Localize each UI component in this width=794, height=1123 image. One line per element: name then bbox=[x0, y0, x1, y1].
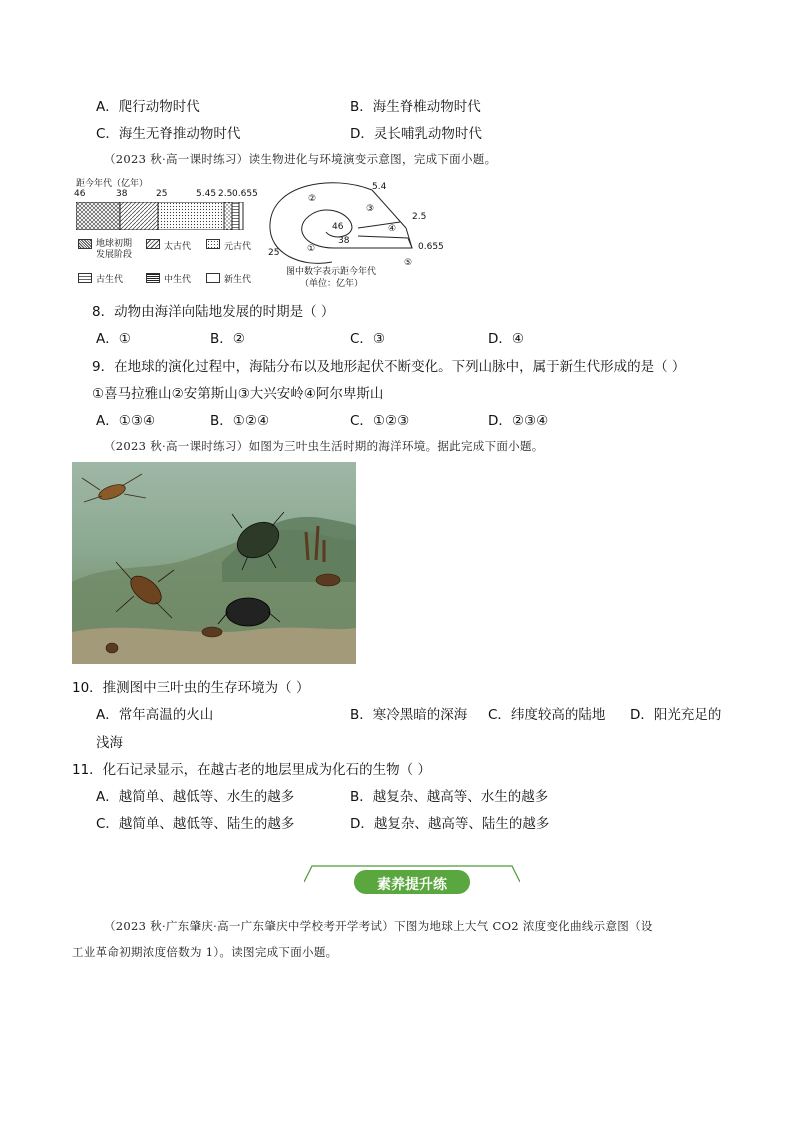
legend-label-paleozoic: 古生代 bbox=[96, 275, 124, 285]
q8-option-a: A．① bbox=[96, 331, 131, 347]
q10-option-a: A．常年高温的火山 bbox=[96, 707, 214, 723]
bar-tick-5-45: 5.45 bbox=[196, 189, 217, 199]
bar-tick-25: 25 bbox=[156, 189, 168, 199]
bar-tick-38: 38 bbox=[116, 189, 128, 199]
banner-text: 素养提升练 bbox=[377, 877, 447, 893]
legend-label-archean: 太古代 bbox=[164, 242, 192, 252]
q11-stem: 11．化石记录显示，在越古老的地层里成为化石的生物（ ） bbox=[72, 762, 431, 778]
bar-segment-mesozoic bbox=[232, 202, 239, 230]
q10-option-d: D．阳光充足的 bbox=[630, 707, 722, 723]
trilobite-sea-illustration bbox=[72, 462, 356, 664]
legend-swatch-cenozoic bbox=[206, 273, 220, 283]
source-intro-3-line-1: （2023 秋·广东肇庆·高一广东肇庆中学校考开学考试）下图为地球上大气 CO2 浓度变化曲线示意图（设 bbox=[104, 919, 653, 933]
spiral-label-3: ③ bbox=[366, 204, 375, 214]
bar-segment-archean bbox=[120, 202, 158, 230]
q10-stem: 10．推测图中三叶虫的生存环境为（ ） bbox=[72, 680, 310, 696]
bar-segment-proterozoic bbox=[158, 202, 224, 230]
bar-segment-early bbox=[76, 202, 120, 230]
spiral-label-2: ② bbox=[308, 194, 317, 204]
figure-title: 距今年代（亿年） bbox=[76, 179, 149, 189]
q10-option-b: B．寒冷黑暗的深海 bbox=[350, 707, 468, 723]
legend-swatch-mesozoic bbox=[146, 273, 160, 283]
q7-option-d: D．灵长哺乳动物时代 bbox=[350, 126, 482, 142]
spiral-num-46: 46 bbox=[332, 222, 344, 232]
spiral-num-2-5: 2.5 bbox=[412, 212, 427, 222]
spiral-caption-1: 图中数字表示距今年代 bbox=[286, 267, 377, 277]
legend-label-mesozoic: 中生代 bbox=[164, 275, 192, 285]
source-intro-3-line-2: 工业革命初期浓度倍数为 1）。读图完成下面小题。 bbox=[72, 945, 338, 959]
spiral-num-5-4: 5.4 bbox=[372, 182, 387, 192]
era-bar bbox=[76, 202, 244, 230]
bar-tick-2-5: 2.5 bbox=[218, 189, 233, 199]
spiral-num-38: 38 bbox=[338, 236, 350, 246]
legend-swatch-proterozoic bbox=[206, 239, 220, 249]
q11-option-a: A．越简单、越低等、水生的越多 bbox=[96, 789, 295, 805]
q8-option-b: B．② bbox=[210, 331, 245, 347]
q8-option-c: C．③ bbox=[350, 331, 386, 347]
q7-option-b: B．海生脊椎动物时代 bbox=[350, 99, 481, 115]
q8-option-d: D．④ bbox=[488, 331, 524, 347]
bar-segment-paleozoic bbox=[224, 202, 232, 230]
q9-list: ①喜马拉雅山②安第斯山③大兴安岭④阿尔卑斯山 bbox=[92, 386, 384, 402]
q9-option-c: C．①②③ bbox=[350, 413, 410, 429]
source-intro-1: （2023 秋·高一课时练习）读生物进化与环境演变示意图，完成下面小题。 bbox=[104, 152, 497, 166]
evolution-figure bbox=[72, 172, 452, 297]
spiral-label-1: ① bbox=[307, 244, 316, 254]
spiral-label-4: ④ bbox=[388, 224, 397, 234]
q11-option-b: B．越复杂、越高等、水生的越多 bbox=[350, 789, 549, 805]
q10-option-c: C．纬度较高的陆地 bbox=[488, 707, 606, 723]
q7-option-a: A．爬行动物时代 bbox=[96, 99, 200, 115]
q9-option-b: B．①②④ bbox=[210, 413, 270, 429]
q9-option-a: A．①③④ bbox=[96, 413, 156, 429]
bar-tick-0-655: 0.655 bbox=[232, 189, 258, 199]
legend-label-early-2: 发展阶段 bbox=[96, 250, 133, 260]
source-intro-2: （2023 秋·高一课时练习）如图为三叶虫生活时期的海洋环境。据此完成下面小题。 bbox=[104, 439, 544, 453]
legend-swatch-paleozoic bbox=[78, 273, 92, 283]
legend-label-early-1: 地球初期 bbox=[96, 239, 133, 249]
legend-swatch-archean bbox=[146, 239, 160, 249]
spiral-caption-2: （单位：亿年） bbox=[300, 279, 364, 289]
q10-option-d-continued: 浅海 bbox=[96, 735, 123, 751]
q11-option-c: C．越简单、越低等、陆生的越多 bbox=[96, 816, 295, 832]
bar-tick-46: 46 bbox=[74, 189, 86, 199]
section-banner bbox=[304, 864, 520, 898]
legend-label-proterozoic: 元古代 bbox=[224, 242, 252, 252]
q11-option-d: D．越复杂、越高等、陆生的越多 bbox=[350, 816, 550, 832]
q9-stem: 9．在地球的演化过程中，海陆分布以及地形起伏不断变化。下列山脉中，属于新生代形成的是（ ） bbox=[92, 359, 686, 375]
bar-segment-cenozoic bbox=[239, 202, 243, 230]
q9-option-d: D．②③④ bbox=[488, 413, 549, 429]
spiral-num-0-655: 0.655 bbox=[418, 242, 444, 252]
q7-option-c: C．海生无脊推动物时代 bbox=[96, 126, 241, 142]
spiral-num-25: 25 bbox=[268, 248, 280, 258]
q8-stem: 8．动物由海洋向陆地发展的时期是（ ） bbox=[92, 304, 335, 320]
spiral-label-5: ⑤ bbox=[404, 258, 413, 268]
legend-label-cenozoic: 新生代 bbox=[224, 275, 252, 285]
legend-swatch-early bbox=[78, 239, 92, 249]
